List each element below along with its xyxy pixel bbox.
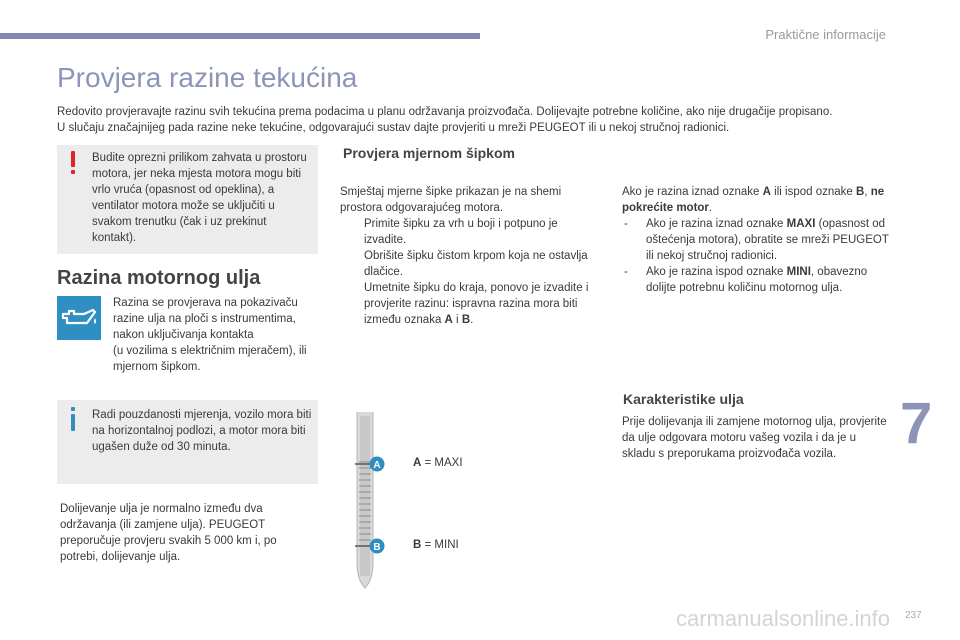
item-rest: , obavezno dolijte potrebnu količinu motornog ulja.	[646, 266, 868, 294]
label-b-letter: B	[413, 539, 422, 551]
intro-paragraph: U slučaju značajnijeg pada razine neke tekućine, odgovarajući sustav dajte provjeriti u mreži PEUGEOT ili u nekoj stručnoj radionici.	[57, 122, 730, 134]
item-rest: (opasnost od oštećenja motora), obratite se mreži PEUGEOT ili nekoj stručnoj radionici.	[646, 218, 889, 262]
info-text: Radi pouzdanosti mjerenja, vozilo mora biti na horizontalnoj podlozi, a motor mora biti ugašen duže od 30 minuta.	[92, 409, 312, 453]
oil-text-line: Razina se provjerava na pokazivaču razine ulja na ploči s instrumentima, nakon uključivanja kontakta	[113, 297, 298, 341]
step-text: Obrišite šipku čistom krpom koja ne ostavlja dlačice.	[364, 250, 588, 278]
cond-prefix: Ako je razina iznad oznake	[622, 186, 763, 198]
page-title: Provjera razine tekućina	[57, 62, 358, 93]
oil-section-title: Razina motornog ulja	[57, 267, 261, 289]
mark-b-ref: B	[461, 314, 471, 326]
dash-marker: -	[624, 266, 628, 278]
chapter-number: 7	[900, 391, 933, 456]
top-accent-bar	[0, 33, 480, 39]
page-number: 237	[905, 610, 922, 621]
condition-paragraph	[622, 184, 890, 216]
oil-indicator-tile	[57, 296, 101, 340]
cond-comma: ,	[864, 186, 871, 198]
label-a-value: = MAXI	[421, 457, 463, 469]
do-not-start-warning: ne pokrećite motor	[622, 186, 885, 214]
level-condition-text	[622, 184, 890, 296]
mark-a-ref: A	[444, 314, 453, 326]
item-prefix: Ako je razina iznad oznake	[646, 218, 787, 230]
item-bold: MAXI	[786, 218, 816, 230]
intro-text	[57, 104, 907, 136]
label-b-mini	[413, 539, 459, 551]
dipstick-instructions	[340, 184, 602, 328]
dipstick-intro: Smještaj mjerne šipke prikazan je na shemi prostora odgovarajućeg motora.	[340, 186, 562, 214]
mark-b-badge-label: B	[373, 542, 381, 553]
mark-a-badge-label: A	[373, 460, 381, 471]
item-bold: MINI	[786, 266, 811, 278]
list-item	[340, 248, 602, 280]
and-word: i	[452, 314, 462, 326]
exclamation-icon	[68, 151, 78, 175]
oil-can-icon	[57, 296, 101, 340]
item-prefix: Ako je razina ispod oznake	[646, 266, 787, 278]
oil-level-text	[113, 295, 318, 375]
mark-b-ref: B	[855, 186, 865, 198]
list-item	[622, 264, 890, 296]
label-a-letter: A	[413, 457, 422, 469]
intro-paragraph: Redovito provjeravajte razinu svih tekućina prema podacima u planu održavanja proizvođača. Dolijevajte potrebne količine, ako nije drugačije propisano.	[57, 106, 833, 118]
step-text: Primite šipku za vrh u boji i potpuno je izvadite.	[364, 218, 558, 246]
oil-text-line: (u vozilima s električnim mjeračem), ili mjernom šipkom.	[113, 345, 307, 373]
list-item	[340, 280, 602, 328]
section-header: Praktične informacije	[765, 27, 886, 42]
characteristics-text: Prije dolijevanja ili zamjene motornog ulja, provjerite da ulje odgovara motoru vašeg vozila i da je u skladu s preporukama proizvođača vozila.	[622, 416, 887, 460]
oil-refill-text: Dolijevanje ulja je normalno između dva održavanja (ili zamjene ulja). PEUGEOT preporučuje provjeru svakih 5 000 km i, po potrebi, dolijevanje ulja.	[60, 503, 277, 563]
characteristics-title: Karakteristike ulja	[623, 391, 744, 407]
list-item	[622, 216, 890, 264]
step-text: Umetnite šipku do kraja, ponovo je izvadite i provjerite razinu: ispravna razina mora biti između oznaka	[364, 282, 589, 326]
dipstick-section-title: Provjera mjernom šipkom	[343, 145, 515, 161]
label-b-value: = MINI	[421, 539, 459, 551]
cond-mid: ili ispod oznake	[770, 186, 856, 198]
dash-marker: -	[624, 218, 628, 230]
cond-end: .	[708, 202, 713, 214]
period: .	[470, 314, 474, 326]
list-item	[340, 216, 602, 248]
info-icon	[69, 407, 77, 431]
label-a-maxi	[413, 457, 463, 469]
dipstick-illustration	[347, 412, 407, 590]
mark-a-ref: A	[762, 186, 771, 198]
watermark: carmanualsonline.info	[676, 606, 891, 631]
warning-text: Budite oprezni prilikom zahvata u prostoru motora, jer neka mjesta motora mogu biti vrlo vruća (opasnost od opeklina), a ventilator motora može se uključiti u svakom trenutku (čak i uz prekinut kontakt).	[92, 152, 307, 244]
